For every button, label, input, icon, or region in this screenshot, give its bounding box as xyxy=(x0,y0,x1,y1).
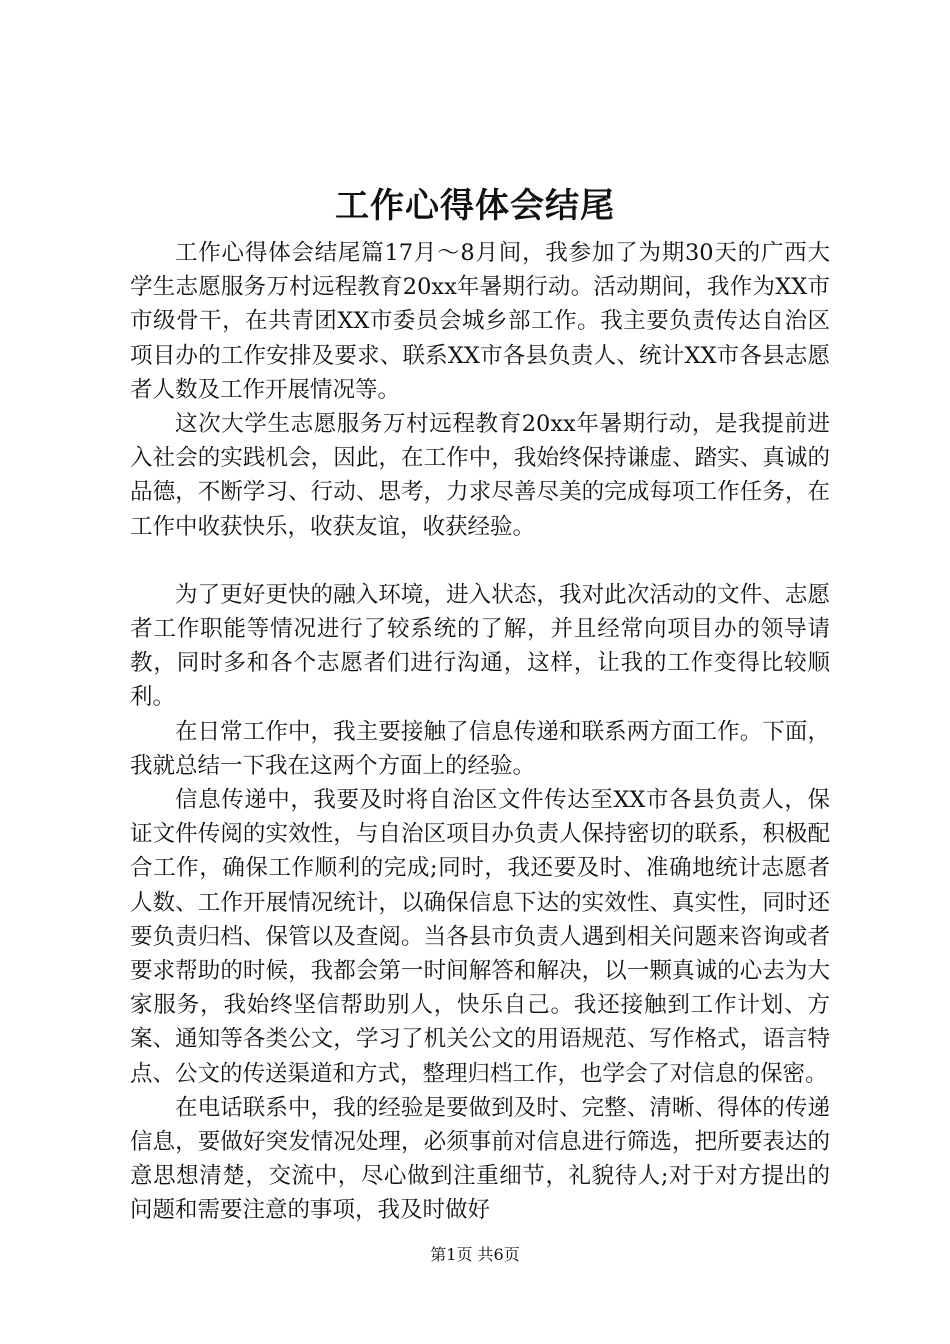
paragraph-4: 在日常工作中，我主要接触了信息传递和联系两方面工作。下面，我就总结一下我在这两个方面上的经验。 xyxy=(130,718,830,779)
paragraph-3: 为了更好更快的融入环境，进入状态，我对此次活动的文件、志愿者工作职能等情况进行了较系统的了解，并且经常向项目办的领导请教，同时多和各个志愿者们进行沟通，这样，让我的工作变得比较顺利。 xyxy=(130,581,830,711)
document-body xyxy=(130,236,830,1228)
page-number-footer: 第1页 共6页 xyxy=(430,1245,520,1264)
document-title: 工作心得体会结尾 xyxy=(335,186,615,226)
paragraph-6: 在电话联系中，我的经验是要做到及时、完整、清晰、得体的传递信息，要做好突发情况处理，必须事前对信息进行筛选，把所要表达的意思想清楚，交流中，尽心做到注重细节，礼貌待人;对于对方提出的问题和需要注意的事项，我及时做好 xyxy=(130,1094,830,1224)
paragraph-2: 这次大学生志愿服务万村远程教育20xx年暑期行动，是我提前进入社会的实践机会，因此，在工作中，我始终保持谦虚、踏实、真诚的品德，不断学习、行动、思考，力求尽善尽美的完成每项工作任务，在工作中收获快乐，收获友谊，收获经验。 xyxy=(130,411,830,540)
paragraph-5: 信息传递中，我要及时将自治区文件传达至XX市各县负责人，保证文件传阅的实效性，与自治区项目办负责人保持密切的联系，积极配合工作，确保工作顺利的完成;同时，我还要及时、准确地统计志愿者人数、工作开展情况统计，以确保信息下达的实效性、真实性，同时还要负责归档、保管以及查阅。当各县市负责人遇到相关问题来咨询或者要求帮助的时候，我都会第一时间解答和解决，以一颗真诚的心去为大家服务，我始终坚信帮助别人，快乐自己。我还接触到工作计划、方案、通知等各类公文，学习了机关公文的用语规范、写作格式，语言特点、公文的传送渠道和方式，整理归档工作，也学会了对信息的保密。 xyxy=(130,787,830,1087)
paragraph-spacer xyxy=(130,544,830,578)
paragraph-1: 工作心得体会结尾篇17月～8月间，我参加了为期30天的广西大学生志愿服务万村远程教育20xx年暑期行动。活动期间，我作为XX市市级骨干，在共青团XX市委员会城乡部工作。我主要负责传达自治区项目办的工作安排及要求、联系XX市各县负责人、统计XX市各县志愿者人数及工作开展情况等。 xyxy=(130,240,830,403)
